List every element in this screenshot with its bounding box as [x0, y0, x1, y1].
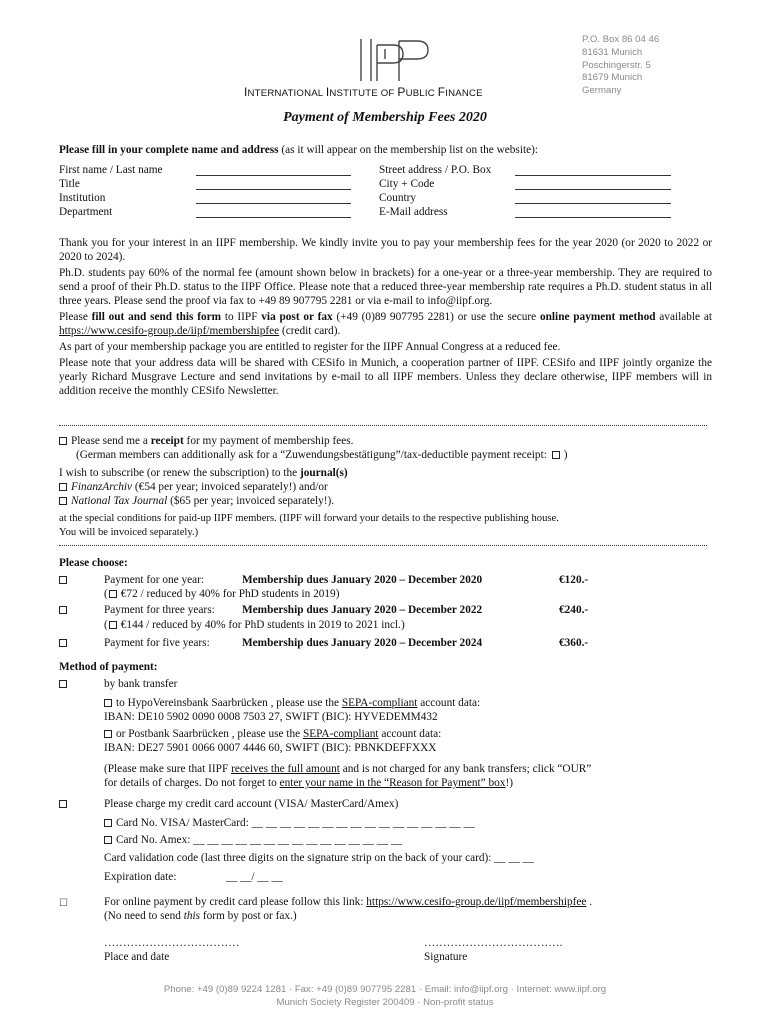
bank-transfer-label: by bank transfer	[104, 678, 178, 690]
street-field[interactable]	[515, 175, 671, 176]
amex-checkbox[interactable]	[104, 836, 112, 844]
divider-2	[59, 545, 707, 546]
option-2-price: €240.-	[559, 604, 589, 616]
hypovereinsbank-checkbox[interactable]	[104, 699, 112, 707]
method-heading: Method of payment:	[59, 661, 158, 673]
option-2-checkbox[interactable]	[59, 606, 67, 614]
field-label-street: Street address / P.O. Box	[379, 164, 492, 176]
option-2-sub: ( €144 / reduced by 40% for PhD students in 2019 to 2021 incl.)	[104, 619, 405, 631]
bank-details: to HypoVereinsbank Saarbrücken , please use the SEPA-compliant account data: IBAN: DE10 5902 0090 0008 7503 27, SWIFT (BIC): HYVEDEMM432 or Postbank Saarbrücken , please use the SEPA-compliant account data: IBAN: DE27 5901 0066 0007 4446 60, SWIFT (BIC): PBNKDEFFXXX (Please make sure that IIPF receives the full amount and is not charged for any bank transfers; click “OUR” for details of charges. Do not forget to enter your name in the “Reason for Payment” box!)	[104, 697, 592, 789]
visa-checkbox[interactable]	[104, 819, 112, 827]
field-label-email: E-Mail address	[379, 206, 448, 218]
divider	[59, 425, 707, 426]
fields-right	[379, 163, 491, 219]
body-text	[59, 236, 712, 398]
finanzarchiv-checkbox[interactable]	[59, 483, 67, 491]
visa-card-row	[104, 816, 475, 830]
postal-address: P.O. Box 86 04 46 81631 Munich Poschingerstr. 5 81679 Munich Germany	[582, 34, 660, 97]
field-label-institution: Institution	[59, 192, 106, 204]
field-label-country: Country	[379, 192, 417, 204]
online-checkbox[interactable]: ☐	[59, 898, 68, 909]
iipf-logo	[355, 35, 435, 85]
field-label-title: Title	[59, 178, 80, 190]
signature-line[interactable]: ……………………………….	[424, 937, 563, 949]
email-field[interactable]	[515, 217, 671, 218]
option-1-label: Payment for one year:	[104, 574, 205, 586]
field-label-name: First name / Last name	[59, 164, 163, 176]
place-date-label: Place and date	[104, 951, 170, 963]
para-congress: As part of your membership package you are entitled to register for the IIPF Annual Congress at a reduced fee.	[59, 341, 561, 353]
city-field[interactable]	[515, 189, 671, 190]
choose-heading: Please choose:	[59, 557, 128, 569]
para-cesifo: Please note that your address data will be shared with CESifo in Munich, a cooperation partner of IIPF. CESifo and IIPF jointly organize the yearly Richard Musgrave Lecture and send invitations by e-mail to all IIPF members. Unless they declare otherwise, IIPF members will in addition receive the monthly CESifo Newsletter.	[59, 357, 712, 397]
option-1-dues: Membership dues January 2020 – December 2020	[242, 574, 483, 586]
option-1-price: €120.-	[559, 574, 589, 586]
page-title: Payment of Membership Fees 2020	[283, 110, 487, 125]
receipt-checkbox[interactable]	[59, 437, 67, 445]
journals-section: I wish to subscribe (or renew the subscription) to the journal(s) FinanzArchiv (€54 per year; invoiced separately!) and/or National Tax Journal ($65 per year; invoiced separately!). at the special conditions for paid-up IIPF members. (IIPF will forward your details to the respective publishing house. You will be invoiced separately.)	[59, 467, 559, 538]
footer-contact: Phone: +49 (0)89 9224 1281 · Fax: +49 (0)89 907795 2281 · Email: info@iipf.org · Internet: www.iipf.org	[163, 984, 607, 995]
visa-number-field[interactable]: Card No. VISA/ MasterCard: __ __ __ __ __ __ __ __ __ __ __ __ __ __ __ __	[116, 817, 475, 829]
postbank-checkbox[interactable]	[104, 730, 112, 738]
german-receipt-checkbox[interactable]	[552, 451, 560, 459]
cvc-field[interactable]: Card validation code (last three digits on the signature strip on the back of your card): __ __ __	[104, 852, 534, 864]
credit-card-label: Please charge my credit card account (VISA/ MasterCard/Amex)	[104, 798, 399, 810]
footer-register: Munich Society Register 200409 · Non-profit status	[276, 997, 494, 1008]
option-2-label: Payment for three years:	[104, 604, 215, 616]
field-label-city: City + Code	[379, 178, 435, 190]
fields-left	[59, 163, 163, 219]
option-2-dues: Membership dues January 2020 – December 2022	[242, 604, 483, 616]
para-thank-you: Thank you for your interest in an IIPF membership. We kindly invite you to pay your membership fees for the year 2020 (or 2020 to 2022 or 2020 to 2024).	[59, 237, 712, 263]
online-payment-link[interactable]: https://www.cesifo-group.de/iipf/membershipfee	[366, 896, 587, 908]
field-label-department: Department	[59, 206, 113, 218]
bank-transfer-checkbox[interactable]	[59, 680, 67, 688]
institute-name: INTERNATIONAL INSTITUTE OF PUBLIC FINANCE	[244, 85, 483, 99]
para-phd: Ph.D. students pay 60% of the normal fee (amount shown below in brackets) for a one-year or a three-year membership. They are required to send a proof of their Ph.D. status to the IIPF Office. Please note that a reduced three-year membership rate requires a Ph.D. student status in all three years. Please send the proof via fax to +49 89 907795 2281 or via e-mail to info@iipf.org.	[59, 267, 712, 307]
signature-label: Signature	[424, 951, 468, 963]
intro-text: Please fill in your complete name and address (as it will appear on the membership list on the website):	[59, 144, 539, 156]
option-2-phd-checkbox[interactable]	[109, 621, 117, 629]
option-1-sub: ( €72 / reduced by 40% for PhD students in 2019)	[104, 588, 340, 600]
receipt-section: Please send me a receipt for my payment of membership fees. (German members can additionally ask for a “Zuwendungsbestätigung”/tax-deductible payment receipt: )	[59, 434, 719, 462]
option-3-price: €360.-	[559, 637, 589, 649]
name-field[interactable]	[196, 175, 351, 176]
place-date-line[interactable]: ………………………………	[104, 937, 240, 949]
para-send-form: Please fill out and send this form to IIPF via post or fax (+49 (0)89 907795 2281) or use the secure online payment method available at https://www.cesifo-group.de/iipf/membershipfee (credit card).	[59, 311, 713, 337]
amex-number-field[interactable]: Card No. Amex: __ __ __ __ __ __ __ __ __ __ __ __ __ __ __	[116, 834, 403, 846]
credit-card-checkbox[interactable]	[59, 800, 67, 808]
department-field[interactable]	[196, 217, 351, 218]
option-1-phd-checkbox[interactable]	[109, 590, 117, 598]
title-field[interactable]	[196, 189, 351, 190]
option-3-checkbox[interactable]	[59, 639, 67, 647]
online-payment-text: For online payment by credit card please follow this link: https://www.cesifo-group.de/iipf/membershipfee . (No need to send this form by post or fax.)	[104, 896, 593, 922]
membership-fee-link[interactable]: https://www.cesifo-group.de/iipf/membershipfee	[59, 325, 280, 337]
expiration-label: Expiration date:	[104, 871, 177, 883]
institution-field[interactable]	[196, 203, 351, 204]
option-3-label: Payment for five years:	[104, 637, 210, 649]
ntj-checkbox[interactable]	[59, 497, 67, 505]
expiration-field[interactable]: __ __/ __ __	[226, 871, 283, 883]
country-field[interactable]	[515, 203, 671, 204]
option-1-checkbox[interactable]	[59, 576, 67, 584]
amex-card-row	[104, 833, 402, 847]
option-3-dues: Membership dues January 2020 – December 2024	[242, 637, 483, 649]
